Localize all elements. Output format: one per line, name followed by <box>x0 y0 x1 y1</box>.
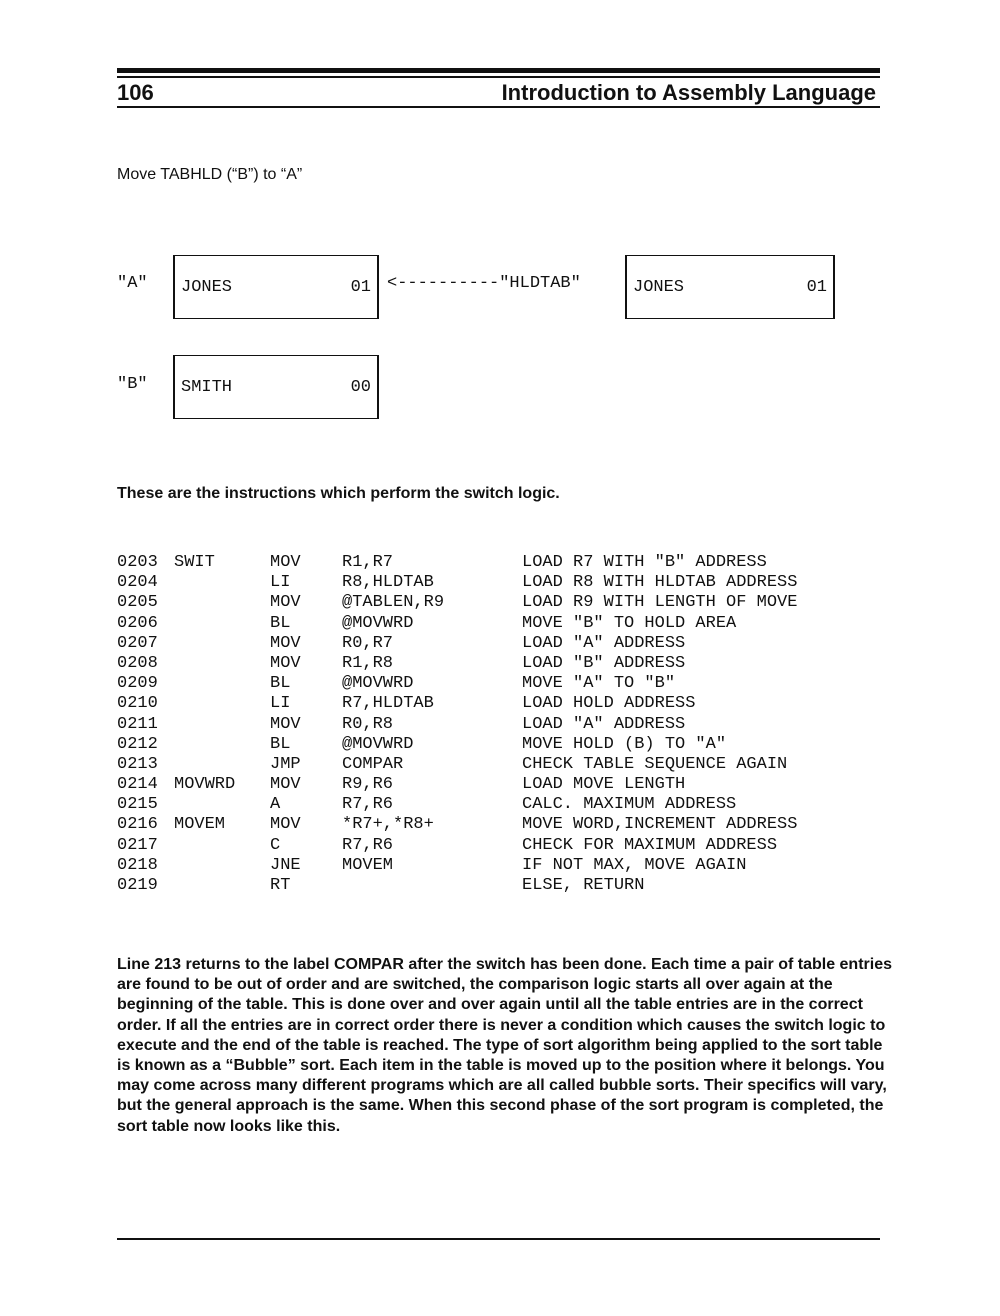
listing-line-number: 0208 <box>117 653 158 673</box>
listing-opcode: MOV <box>270 653 301 673</box>
listing-opcode: LI <box>270 694 291 714</box>
listing-line-number: 0211 <box>117 714 158 734</box>
listing-operand: *R7+,*R8+ <box>342 815 434 835</box>
page-header <box>117 80 880 106</box>
listing-opcode: MOV <box>270 633 301 653</box>
listing-line-number: 0213 <box>117 754 158 774</box>
listing-row <box>117 573 877 593</box>
listing-operand: R0,R8 <box>342 714 394 734</box>
listing-line-number: 0214 <box>117 775 158 795</box>
footer-rule <box>117 1238 880 1240</box>
listing-row <box>117 715 877 735</box>
listing-operand: R1,R8 <box>342 653 394 673</box>
listing-label: SWIT <box>174 553 215 572</box>
listing-row <box>117 755 877 775</box>
listing-opcode: MOV <box>270 553 301 572</box>
listing-line-number: 0218 <box>117 855 158 875</box>
listing-label: MOVWRD <box>174 775 236 795</box>
hldtab-arrow: <----------"HLDTAB" <box>387 274 581 293</box>
caption-instructions: These are the instructions which perform the switch logic. <box>117 485 560 502</box>
listing-comment: MOVE "A" TO "B" <box>522 674 676 694</box>
listing-row <box>117 593 877 613</box>
listing-operand: R9,R6 <box>342 775 394 795</box>
listing-opcode: C <box>270 835 281 855</box>
listing-operand: @MOVWRD <box>342 674 414 694</box>
box-hold-code: 01 <box>806 278 827 297</box>
listing-row <box>117 856 877 876</box>
listing-line-number: 0207 <box>117 633 158 653</box>
listing-opcode: JMP <box>270 754 301 774</box>
listing-opcode: MOV <box>270 714 301 734</box>
header-rule-thick <box>117 68 880 73</box>
listing-row <box>117 654 877 674</box>
listing-row <box>117 795 877 815</box>
listing-row <box>117 876 877 896</box>
listing-row <box>117 614 877 634</box>
listing-line-number: 0216 <box>117 815 158 835</box>
listing-row <box>117 553 877 573</box>
label-a: "A" <box>117 274 148 293</box>
listing-line-number: 0217 <box>117 835 158 855</box>
listing-comment: CHECK FOR MAXIMUM ADDRESS <box>522 835 778 855</box>
header-rule-thin <box>117 76 880 78</box>
listing-row <box>117 674 877 694</box>
listing-comment: MOVE HOLD (B) TO "A" <box>522 734 727 754</box>
listing-line-number: 0210 <box>117 694 158 714</box>
listing-comment: ELSE, RETURN <box>522 876 645 895</box>
listing-operand: @MOVWRD <box>342 734 414 754</box>
listing-row <box>117 815 877 835</box>
listing-comment: LOAD HOLD ADDRESS <box>522 694 696 714</box>
box-a-name: JONES <box>181 278 233 297</box>
box-a-code: 01 <box>350 278 371 297</box>
listing-comment: MOVE "B" TO HOLD AREA <box>522 613 737 633</box>
listing-comment: LOAD "A" ADDRESS <box>522 633 686 653</box>
listing-row <box>117 775 877 795</box>
listing-line-number: 0219 <box>117 876 158 895</box>
listing-opcode: BL <box>270 674 291 694</box>
listing-opcode: A <box>270 795 281 815</box>
listing-label: MOVEM <box>174 815 226 835</box>
listing-operand: R0,R7 <box>342 633 394 653</box>
box-hold-name: JONES <box>633 278 685 297</box>
listing-row <box>117 735 877 755</box>
box-b <box>173 355 379 419</box>
listing-comment: LOAD R8 WITH HLDTAB ADDRESS <box>522 573 798 593</box>
listing-operand: @MOVWRD <box>342 613 414 633</box>
box-b-code: 00 <box>350 378 371 397</box>
listing-comment: LOAD "B" ADDRESS <box>522 653 686 673</box>
listing-line-number: 0206 <box>117 613 158 633</box>
listing-row <box>117 836 877 856</box>
listing-line-number: 0203 <box>117 553 158 572</box>
listing-comment: LOAD R7 WITH "B" ADDRESS <box>522 553 767 572</box>
caption-move: Move TABHLD (“B”) to “A” <box>117 166 303 183</box>
listing-line-number: 0209 <box>117 674 158 694</box>
box-a <box>173 255 379 319</box>
running-title: Introduction to Assembly Language <box>501 80 876 105</box>
listing-opcode: LI <box>270 573 291 593</box>
page-number: 106 <box>117 80 154 105</box>
assembly-listing <box>117 553 877 896</box>
listing-opcode: JNE <box>270 855 301 875</box>
listing-row <box>117 634 877 654</box>
listing-comment: CALC. MAXIMUM ADDRESS <box>522 795 737 815</box>
listing-row <box>117 694 877 714</box>
listing-comment: IF NOT MAX, MOVE AGAIN <box>522 855 747 875</box>
listing-operand: COMPAR <box>342 754 404 774</box>
listing-opcode: BL <box>270 734 291 754</box>
listing-opcode: MOV <box>270 593 301 613</box>
listing-operand: R1,R7 <box>342 553 394 572</box>
listing-comment: MOVE WORD,INCREMENT ADDRESS <box>522 815 798 835</box>
listing-opcode: BL <box>270 613 291 633</box>
listing-comment: LOAD MOVE LENGTH <box>522 775 686 795</box>
body-paragraph: Line 213 returns to the label COMPAR after the switch has been done. Each time a pair of table entries are found to be out of order and are switched, the comparison logic starts all over again at the beginning of the table. This is done over and over again until all the table entries are in the correct order. If all the entries are in correct order there is never a condition which causes the switch logic to execute and the end of the table is reached. The type of sort algorithm being applied to the sort table is known as a “Bubble” sort. Each item in the table is moved up to the position where it belongs. You may come across many different programs which are all called bubble sorts. Their specifics will vary, but the general approach is the same. When this second phase of the sort program is completed, the sort table now looks like this. <box>117 956 892 1135</box>
listing-line-number: 0205 <box>117 593 158 613</box>
box-hold <box>625 255 835 319</box>
listing-line-number: 0212 <box>117 734 158 754</box>
listing-operand: R7,R6 <box>342 835 394 855</box>
header-underline <box>117 106 880 108</box>
listing-comment: LOAD R9 WITH LENGTH OF MOVE <box>522 593 798 613</box>
box-b-name: SMITH <box>181 378 233 397</box>
listing-comment: LOAD "A" ADDRESS <box>522 714 686 734</box>
listing-opcode: MOV <box>270 815 301 835</box>
listing-comment: CHECK TABLE SEQUENCE AGAIN <box>522 754 788 774</box>
listing-operand: R8,HLDTAB <box>342 573 434 593</box>
listing-operand: MOVEM <box>342 855 394 875</box>
listing-operand: R7,HLDTAB <box>342 694 434 714</box>
label-b: "B" <box>117 375 148 394</box>
listing-opcode: RT <box>270 876 291 895</box>
listing-line-number: 0215 <box>117 795 158 815</box>
listing-line-number: 0204 <box>117 573 158 593</box>
listing-operand: R7,R6 <box>342 795 394 815</box>
listing-opcode: MOV <box>270 775 301 795</box>
listing-operand: @TABLEN,R9 <box>342 593 445 613</box>
